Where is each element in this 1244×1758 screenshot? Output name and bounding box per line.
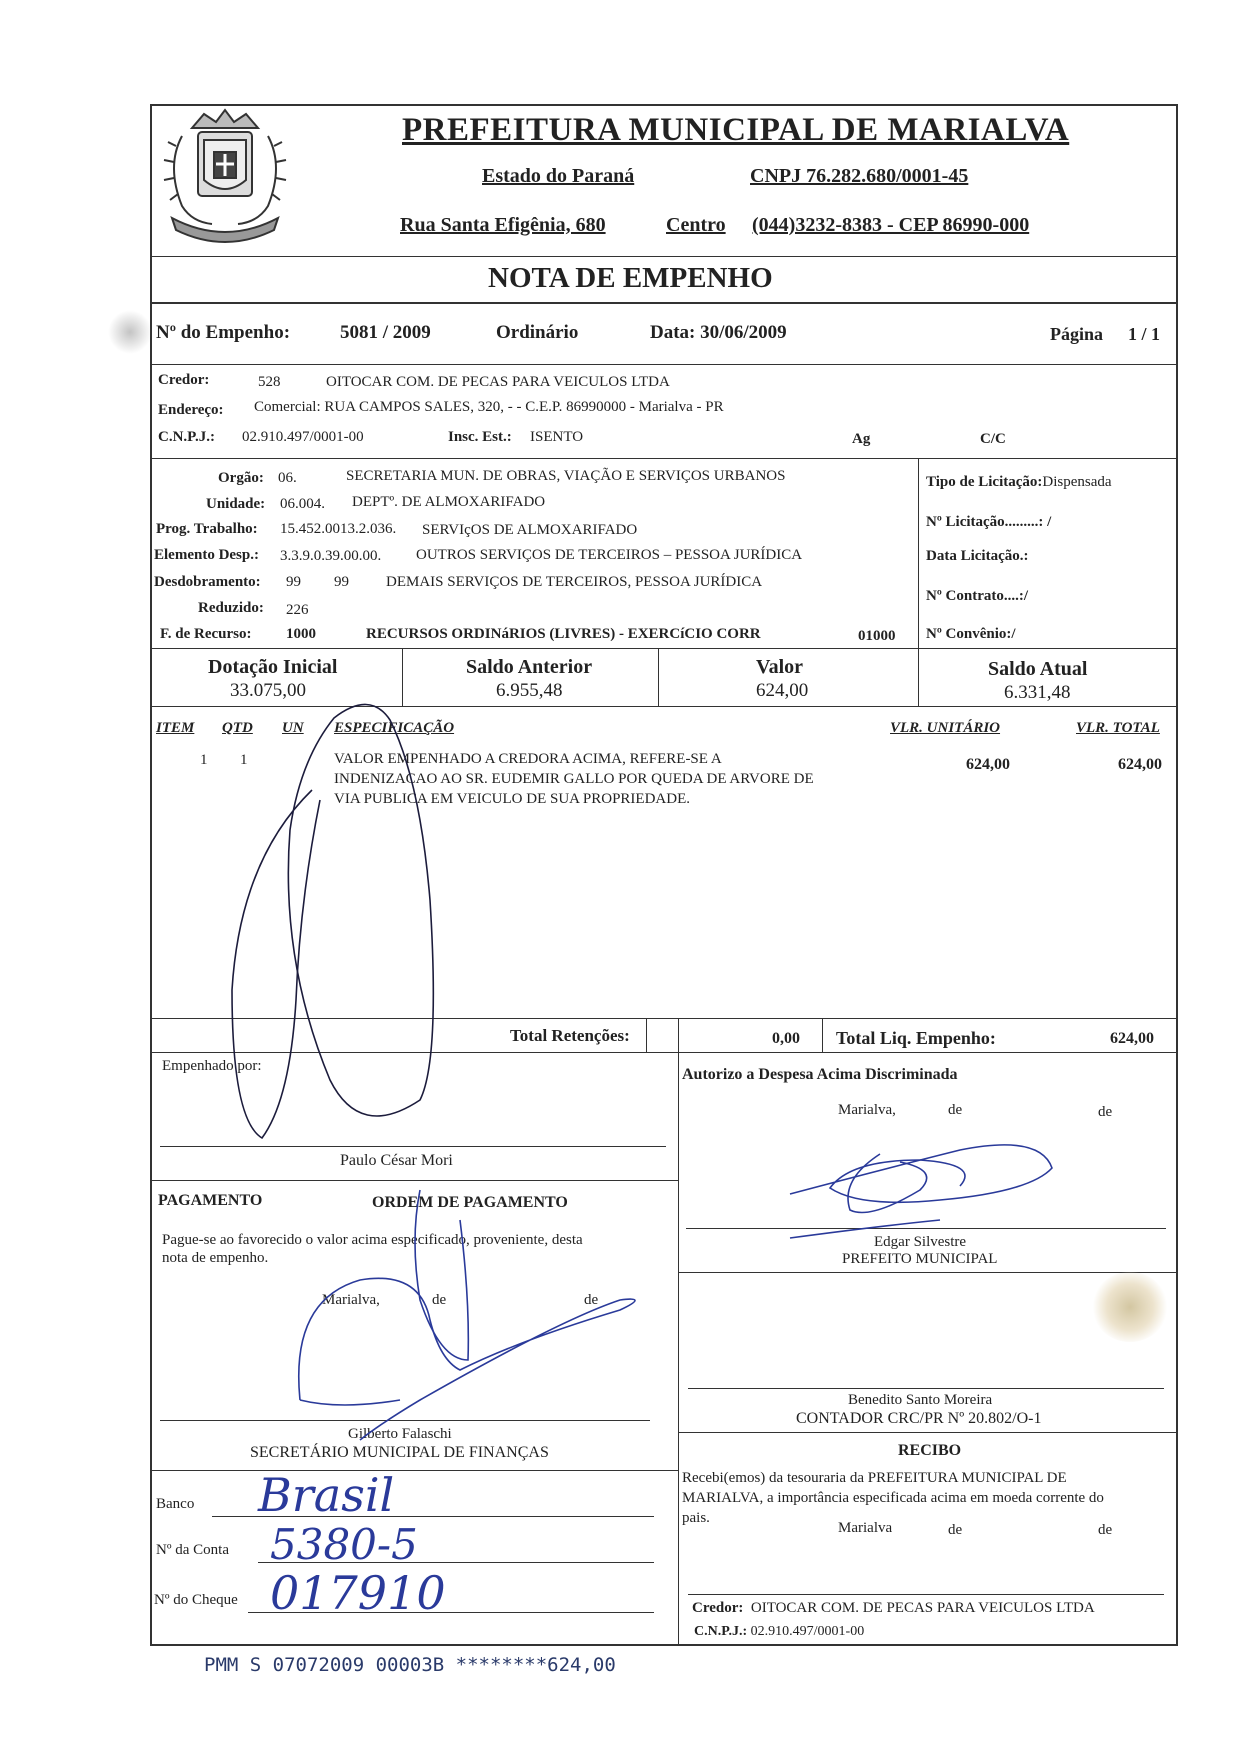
signature-line [688,1388,1164,1389]
municipality-neighborhood: Centro [666,214,726,236]
elem-label: Elemento Desp.: [154,547,259,563]
credor-label: Credor: [158,372,210,388]
licitacao-number: Nº Licitação.........: / [926,514,1052,530]
contrato-number: Nº Contrato....:/ [926,588,1029,604]
conta-label: Nº da Conta [156,1542,229,1558]
recibo-de-1: de [948,1522,963,1538]
autorizo-de-1: de [948,1102,963,1118]
row-qtd: 1 [240,752,248,768]
row-item: 1 [200,752,208,768]
divider [150,302,1178,304]
credor-name: OITOCAR COM. DE PECAS PARA VEICULOS LTDA [326,374,670,390]
row-unit-value: 624,00 [966,756,1010,773]
valor-value: 624,00 [756,680,809,701]
desd-name: DEMAIS SERVIÇOS DE TERCEIROS, PESSOA JURÍDICA [386,574,763,590]
valor-label: Valor [756,656,804,678]
empenhado-label: Empenhado por: [162,1058,262,1074]
signature-line [160,1146,666,1147]
signature-line [686,1228,1166,1229]
empenho-label: Nº do Empenho: [156,322,291,343]
saldo-atual-value: 6.331,48 [1004,682,1071,703]
divider [150,706,1178,707]
elem-name: OUTROS SERVIÇOS DE TERCEIROS – PESSOA JURÍDICA [416,547,803,563]
empenho-type: Ordinário [496,322,579,343]
contador-name: Benedito Santo Moreira [848,1392,993,1408]
page-number: 1 / 1 [1128,324,1161,344]
municipality-cnpj: CNPJ 76.282.680/0001-45 [750,165,969,187]
prog-code: 15.452.0013.2.036. [280,521,397,537]
insc-value: ISENTO [530,429,584,445]
recibo-city: Marialva [838,1520,893,1536]
recibo-title: RECIBO [898,1442,962,1459]
pagamento-label: PAGAMENTO [158,1192,263,1209]
page-label: Página [1050,324,1104,344]
credor-cnpj-label: C.N.P.J.: [158,429,215,445]
cheque-label: Nº do Cheque [154,1592,238,1608]
divider [918,648,919,706]
ag-label: Ag [852,431,871,447]
divider [150,364,1178,365]
saldo-atual-label: Saldo Atual [988,658,1088,680]
divider [678,1018,679,1052]
col-spec: ESPECIFICAÇÃO [334,720,455,736]
recibo-text-3: pais. [682,1510,710,1526]
pagamento-de-1: de [432,1292,447,1308]
divider [402,648,403,706]
col-qtd: QTD [222,720,253,736]
divider [822,1018,823,1052]
recibo-text-2: MARIALVA, a importância especificada acima em moeda corrente do [682,1490,1104,1506]
prog-name: SERVIçOS DE ALMOXARIFADO [422,522,638,538]
municipality-address: Rua Santa Efigênia, 680 [400,214,606,236]
banco-label: Banco [156,1496,195,1512]
licitacao-type [926,474,1112,491]
recibo-credor-value: OITOCAR COM. DE PECAS PARA VEICULOS LTDA [750,1600,1095,1616]
row-spec-2: INDENIZACAO AO SR. EUDEMIR GALLO POR QUEDA DE ARVORE DE [334,771,814,787]
document-title: NOTA DE EMPENHO [488,262,773,294]
desd-label: Desdobramento: [154,574,261,590]
divider [150,1018,1178,1019]
paper-stain [108,310,152,354]
retencoes-label: Total Retenções: [510,1026,630,1045]
divider [150,648,1178,649]
recurso-code-2: 01000 [858,628,896,644]
empenhado-name: Paulo César Mori [340,1152,453,1169]
recibo-cnpj-value: 02.910.497/0001-00 [750,1624,865,1639]
recibo-credor-label: Credor: [692,1600,744,1616]
divider [150,1052,1178,1053]
insc-label: Insc. Est.: [448,429,512,445]
secretary-role: SECRETÁRIO MUNICIPAL DE FINANÇAS [250,1444,549,1461]
col-unit: VLR. UNITÁRIO [890,720,1001,736]
signature-line [688,1594,1164,1595]
saldo-anterior-value: 6.955,48 [496,680,563,701]
banco-value: Brasil [258,1468,395,1522]
orgao-label: Orgão: [218,470,264,486]
unidade-name: DEPTº. DE ALMOXARIFADO [352,494,546,510]
pagamento-city: Marialva, [322,1292,380,1308]
row-spec-1: VALOR EMPENHADO A CREDORA ACIMA, REFERE-SE A [334,751,722,767]
recibo-cnpj-label: C.N.P.J.: [694,1624,748,1639]
col-item: ITEM [156,720,195,736]
licitacao-type-value: Dispensada [1042,474,1112,490]
divider [150,1180,678,1181]
ordem-pagamento-label: ORDEM DE PAGAMENTO [372,1194,568,1211]
municipality-title: PREFEITURA MUNICIPAL DE MARIALVA [402,112,1070,148]
divider [918,458,919,648]
recibo-credor [692,1600,1095,1617]
credor-address: Comercial: RUA CAMPOS SALES, 320, - - C.E.P. 86990000 - Marialva - PR [254,399,724,415]
recurso-label: F. de Recurso: [160,626,252,642]
contador-role: CONTADOR CRC/PR Nº 20.802/O-1 [796,1410,1042,1427]
liq-value: 624,00 [1110,1030,1154,1047]
reduz-label: Reduzido: [198,600,264,616]
divider [646,1018,647,1052]
recurso-code: 1000 [286,626,316,642]
empenho-number: 5081 / 2009 [340,322,431,343]
mayor-role: PREFEITO MUNICIPAL [842,1251,998,1267]
pagamento-text-1: Pague-se ao favorecido o valor acima especificado, proveniente, desta [162,1232,583,1248]
pagamento-de-2: de [584,1292,599,1308]
divider [678,1432,1178,1433]
empenho-date: Data: 30/06/2009 [650,322,787,343]
divider [658,648,659,706]
autorizo-title: Autorizo a Despesa Acima Discriminada [682,1066,958,1083]
secretary-name: Gilberto Falaschi [348,1426,452,1442]
prog-label: Prog. Trabalho: [156,521,258,537]
unidade-code: 06.004. [280,496,325,512]
state-name: Estado do Paraná [482,165,635,187]
machine-stamp: PMM S 07072009 00003B ********624,00 [204,1654,616,1676]
credor-code: 528 [258,374,281,390]
dotacao-value: 33.075,00 [230,680,306,701]
autorizo-de-2: de [1098,1104,1113,1120]
credor-cnpj: 02.910.497/0001-00 [242,429,364,445]
address-label: Endereço: [158,402,224,418]
recibo-cnpj [694,1624,864,1640]
licitacao-date: Data Licitação.: [926,548,1029,564]
col-total: VLR. TOTAL [1076,720,1160,736]
paper-stain [1092,1272,1168,1342]
convenio-number: Nº Convênio:/ [926,626,1016,642]
recurso-name: RECURSOS ORDINáRIOS (LIVRES) - EXERCíCIO CORR [366,626,761,642]
cc-label: C/C [980,431,1006,447]
recibo-text-1: Recebi(emos) da tesouraria da PREFEITURA MUNICIPAL DE [682,1470,1067,1486]
divider [150,458,1178,459]
divider [678,1052,679,1646]
orgao-code: 06. [278,470,297,486]
pagamento-text-2: nota de empenho. [162,1250,269,1266]
coat-of-arms-logo [152,106,298,254]
divider [150,256,1178,257]
desd-code-1: 99 [286,574,301,590]
recibo-de-2: de [1098,1522,1113,1538]
row-spec-3: VIA PUBLICA EM VEICULO DE SUA PROPRIEDADE. [334,791,691,807]
autorizo-city: Marialva, [838,1102,896,1118]
mayor-name: Edgar Silvestre [874,1234,967,1250]
divider [678,1272,1178,1273]
dotacao-label: Dotação Inicial [208,656,338,678]
liq-label: Total Liq. Empenho: [836,1028,996,1048]
saldo-anterior-label: Saldo Anterior [466,656,593,678]
cheque-value: 017910 [270,1566,446,1620]
licitacao-type-label: Tipo de Licitação: [926,474,1043,490]
reduz-code: 226 [286,602,309,618]
divider [150,1470,678,1471]
signature-line [160,1420,650,1421]
retencoes-value: 0,00 [772,1030,800,1047]
orgao-name: SECRETARIA MUN. DE OBRAS, VIAÇÃO E SERVIÇOS URBANOS [346,468,786,484]
elem-code: 3.3.9.0.39.00.00. [280,548,382,564]
row-total-value: 624,00 [1118,756,1162,773]
desd-code-2: 99 [334,574,349,590]
conta-value: 5380-5 [270,1520,418,1569]
municipality-phone-cep: (044)3232-8383 - CEP 86990-000 [752,214,1030,236]
unidade-label: Unidade: [206,496,266,512]
col-un: UN [282,720,304,736]
